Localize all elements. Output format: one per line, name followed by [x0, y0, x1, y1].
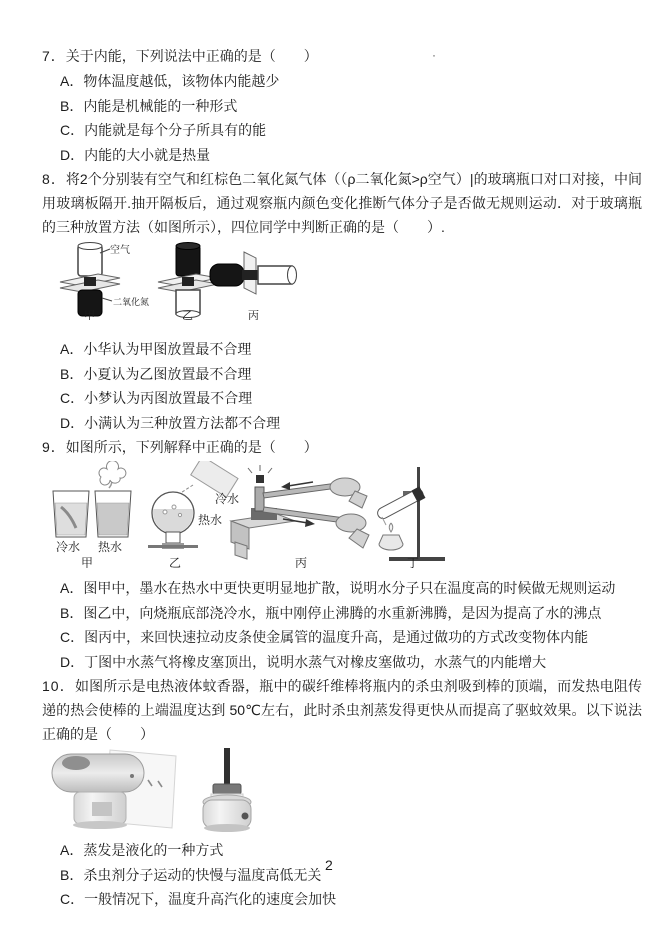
repellent-bottle-photo — [203, 748, 251, 832]
burst-mark — [268, 468, 272, 473]
arrow-right-head — [305, 519, 315, 527]
no2-pointer-line — [102, 298, 112, 301]
repellent-device-photo — [52, 750, 176, 829]
bottle-cap — [213, 784, 241, 794]
q8-option-b: B．小夏认为乙图放置最不合理 — [60, 365, 252, 382]
leather-strap — [263, 483, 338, 498]
air-label: 空气 — [110, 245, 130, 256]
q7-option-c: C．内能就是每个分子所具有的能 — [60, 122, 267, 138]
q7-option-b: B．内能是机械能的一种形式 — [60, 97, 238, 114]
steam-cloud — [99, 461, 126, 485]
hot-beaker-water — [97, 503, 129, 535]
hand — [336, 514, 366, 532]
bottle-neck-joint — [242, 270, 258, 280]
ding-label: 丁 — [407, 556, 420, 568]
stand-rod — [417, 467, 420, 557]
bottle-neck-joint — [84, 277, 96, 286]
jia-cold-label: 冷水 — [56, 540, 81, 554]
q9-figure-experiments — [45, 461, 453, 568]
jia-label: 甲 — [81, 556, 94, 568]
q9-options — [42, 576, 642, 674]
q9-fig-bing — [231, 465, 369, 568]
no2-bottle-top — [176, 243, 200, 250]
yi-label: 乙 — [182, 310, 193, 320]
flask-stand-bar — [148, 545, 198, 548]
no2-label: 二氧化氮 — [113, 297, 150, 307]
alcohol-lamp — [379, 535, 403, 550]
air-bottle — [258, 266, 292, 284]
q8-fig-bing — [210, 252, 297, 320]
q9-option-d: D．丁图中水蒸气将橡皮塞顶出，说明水蒸气对橡皮塞做功，水蒸气的内能增大 — [60, 653, 547, 670]
q10-option-b: B．杀虫剂分子运动的快慢与温度高低无关 — [60, 866, 322, 883]
q7-option-d: D．内能的大小就是热量 — [60, 146, 211, 163]
q9-fig-yi — [148, 461, 239, 568]
bing-label: 丙 — [295, 556, 308, 568]
page-number: 2 — [325, 857, 333, 873]
bottle-neck-joint — [182, 277, 194, 286]
q8-fig-jia — [60, 243, 149, 321]
device-bottle-label — [92, 802, 112, 816]
flask-neck — [166, 532, 180, 543]
q10-option-a: A．蒸发是液化的一种方式 — [60, 842, 224, 858]
q10-stem — [42, 674, 642, 746]
bubble — [172, 505, 176, 509]
q10-options — [42, 838, 642, 912]
stray-dot: · — [432, 48, 436, 62]
q7-stem — [42, 44, 642, 69]
q9-option-a: A．图甲中，墨水在热水中更快更明显地扩散，说明水分子只在温度高的时候做无规则运动 — [60, 580, 616, 596]
bubble — [178, 513, 181, 516]
bubble — [163, 510, 167, 514]
lamp-flame — [389, 523, 393, 532]
question-9 — [42, 435, 642, 674]
indicator-light — [130, 774, 134, 778]
q9-fig-jia — [53, 461, 131, 568]
bottle-knob — [242, 813, 249, 820]
yi-label: 乙 — [169, 556, 182, 568]
q7-number: 7． — [42, 48, 66, 64]
q7-option-a: A．物体温度越低，该物体内能越少 — [60, 73, 280, 89]
q9-fig-ding — [375, 467, 445, 568]
q8-option-c: C．小梦认为丙图放置最不合理 — [60, 390, 253, 406]
q10-number: 10． — [42, 678, 75, 694]
pour-stream — [179, 485, 193, 494]
q9-number: 9． — [42, 439, 66, 455]
q8-options — [42, 337, 642, 435]
flask-water — [151, 509, 195, 535]
air-bottle-mouth — [78, 243, 102, 250]
q9-option-c: C．图丙中，来回快速拉动皮条使金属管的温度升高，是通过做功的方式改变物体内能 — [60, 629, 589, 645]
arrow-left-head — [281, 482, 290, 490]
burst-mark — [248, 468, 252, 473]
yi-hot-label: 热水 — [198, 513, 223, 527]
q7-options — [42, 69, 642, 167]
q10-stem-text: 如图所示是电热液体蚊香器，瓶中的碳纤维棒将瓶内的杀虫剂吸到棒的顶端，而发热电阻传递的热会使棒的上端温度达到 50℃左右，此时杀虫剂蒸发得更快从而提高了驱蚊效果。以下说法正确的是（ ） — [42, 678, 642, 742]
cork — [256, 475, 264, 483]
q8-option-a: A．小华认为甲图放置最不合理 — [60, 341, 252, 357]
q10-figure-repellent — [48, 746, 304, 832]
question-10 — [42, 674, 642, 912]
q9-stem — [42, 435, 642, 460]
bing-label: 丙 — [248, 310, 259, 320]
question-8 — [42, 167, 642, 435]
q8-fig-yi — [158, 243, 218, 321]
q10-option-c: C．一般情况下，温度升高汽化的速度会加快 — [60, 891, 337, 907]
question-7 — [42, 44, 642, 167]
arrow-left — [288, 482, 313, 486]
q9-stem-text: 如图所示，下列解释中正确的是（ ） — [65, 439, 318, 455]
q7-stem-text: 关于内能，下列说法中正确的是（ ） — [65, 48, 318, 64]
no2-bottle — [210, 264, 244, 286]
q8-number: 8． — [42, 171, 66, 187]
q8-stem-text: 将2个分别装有空气和红棕色二氧化氮气体（（ρ二氧化氮>ρ空气）|的玻璃瓶口对口对接，中间用玻璃板隔开.抽开隔板后，通过观察瓶内颜色变化推断气体分子是否做无规则运动．对于玻璃瓶的三种放置方法（如图所示），四位同学中判断正确的是（ ）. — [42, 171, 642, 235]
jia-hot-label: 热水 — [98, 540, 123, 554]
metal-tube — [255, 487, 264, 511]
q8-option-d: D．小满认为三种放置方法都不合理 — [60, 414, 281, 431]
carbon-fiber-rod — [224, 748, 230, 784]
yi-cold-label: 冷水 — [215, 492, 240, 506]
q8-stem — [42, 167, 642, 239]
bottle-base — [204, 824, 250, 832]
device-base — [73, 821, 127, 829]
q9-option-b: B．图乙中，向烧瓶底部浇冷水，瓶中刚停止沸腾的水重新沸腾，是因为提高了水的沸点 — [60, 604, 602, 621]
jia-label: 甲 — [84, 310, 95, 320]
q8-figure-bottles — [50, 240, 300, 320]
device-head-vent — [62, 756, 90, 770]
air-bottle-mouth — [288, 266, 297, 284]
